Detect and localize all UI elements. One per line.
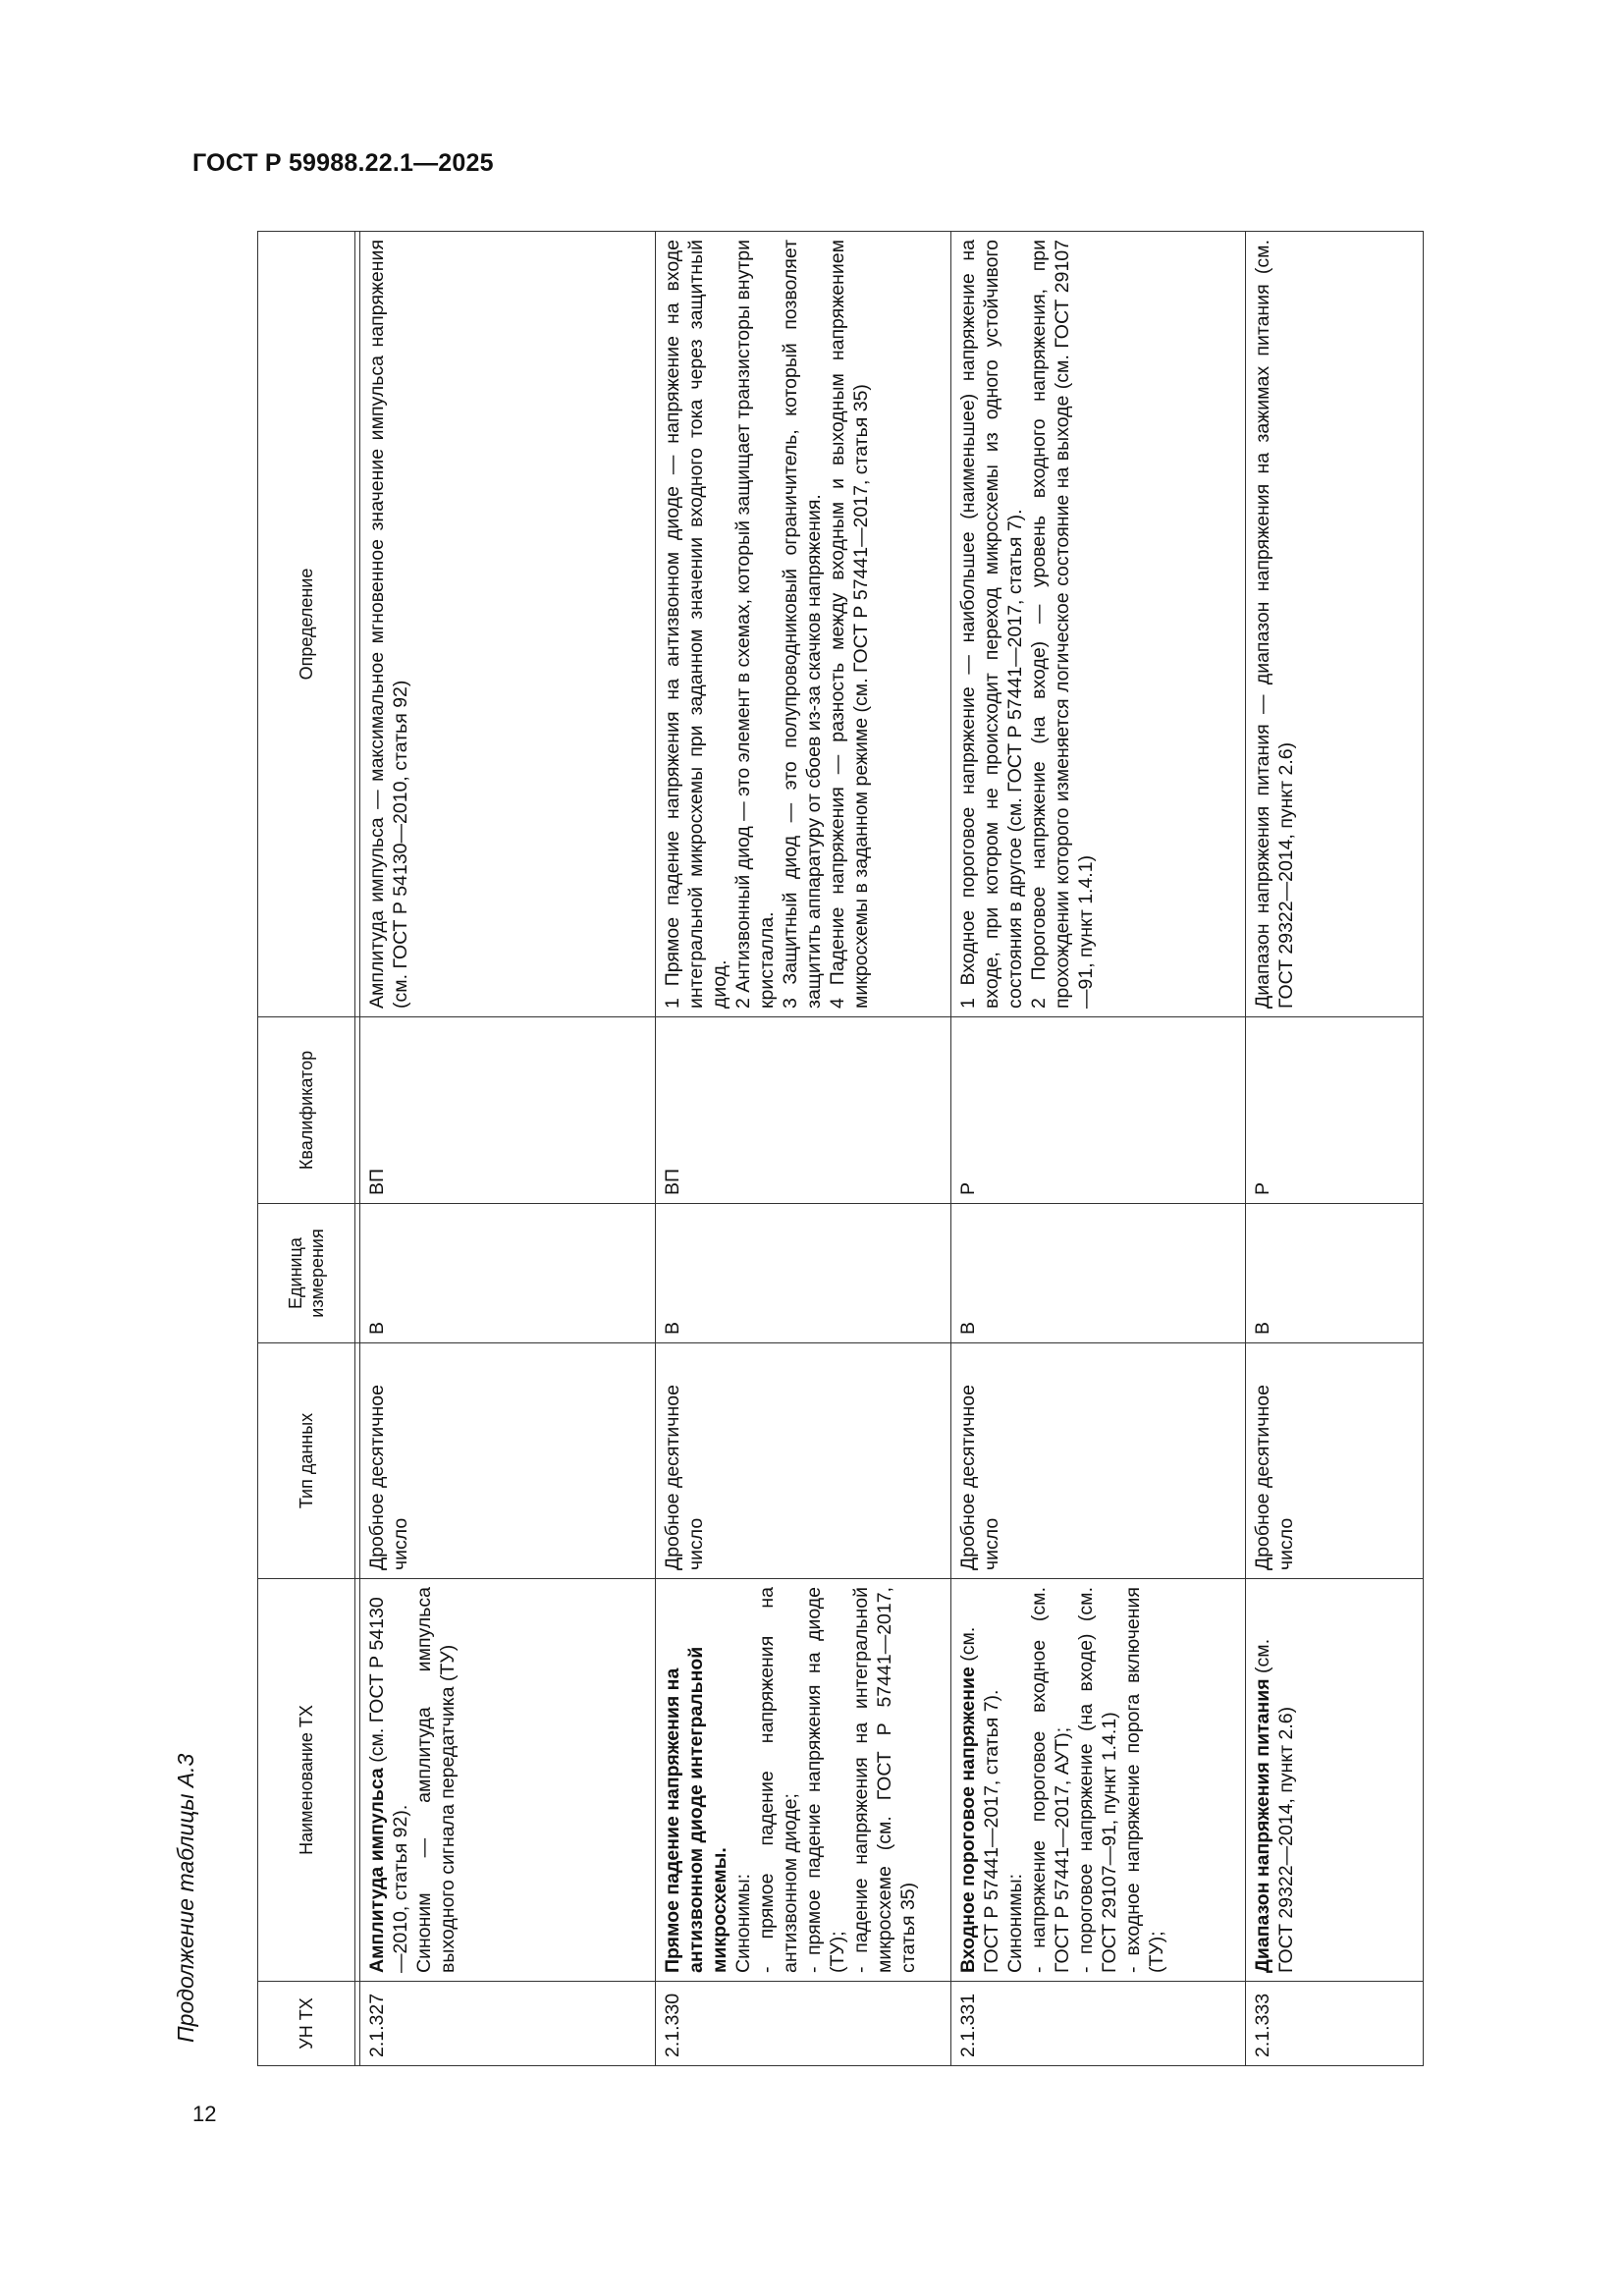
cell-data-type: Дробное десятичное число <box>360 1343 656 1579</box>
cell-definition <box>1246 232 1424 1017</box>
characteristic-note: Синоним — амплитуда импульса выходного сигнала передатчика (ТУ) <box>412 1587 459 1973</box>
characteristic-reference: (см. ГОСТ Р 54130—2010, статья 92). <box>366 1597 411 1973</box>
definition-item: Амплитуда импульса — максимальное мгновенное значение импульса напряжения (см. ГОСТ Р 54130—2010, статья 92) <box>366 240 411 1009</box>
table-row <box>655 232 950 2066</box>
cell-name <box>950 1579 1246 1982</box>
definition-item: 3 Защитный диод — это полупроводниковый ограничитель, который позволяет защитить аппаратуру от сбоев из-за скачков напряжения. <box>779 240 825 1009</box>
definition-item: 4 Падение напряжения — разность между входным и выходным напряжением микросхемы в заданном режиме (см. ГОСТ Р 57441—2017, статья 35) <box>826 240 872 1009</box>
page-number: 12 <box>192 2102 217 2126</box>
cell-unit: В <box>950 1204 1246 1343</box>
cell-data-type: Дробное десятичное число <box>1246 1343 1424 1579</box>
characteristic-name-line <box>366 1587 413 1973</box>
characteristic-name-line <box>662 1587 732 1973</box>
cell-definition <box>950 232 1246 1017</box>
synonym-item: - падение напряжения на интегральной микросхеме (см. ГОСТ Р 57441—2017, статья 35) <box>849 1587 919 1973</box>
definition-item: Диапазон напряжения питания — диапазон напряжения на зажимах питания (см. ГОСТ 29322—2014, пункт 2.6) <box>1252 240 1298 1009</box>
synonym-item: - входное напряжение порога включения (ТУ); <box>1121 1587 1167 1973</box>
header-cell-unit: Единица измерения <box>258 1204 355 1343</box>
table-wrapper <box>257 232 1424 2066</box>
characteristic-name: Прямое падение напряжения на антизвонном диоде интегральной микросхемы. <box>661 1646 730 1973</box>
synonym-item: - прямое падение напряжения на диоде (ТУ); <box>802 1587 848 1973</box>
synonym-item: - напряжение пороговое входное (см. ГОСТ Р 57441—2017, АУТ); <box>1027 1587 1073 1973</box>
cell-id: 2.1.333 <box>1246 1982 1424 2066</box>
synonym-item: - пороговое напряжение (на входе) (см. ГОСТ 29107—91, пункт 1.4.1) <box>1074 1587 1120 1973</box>
table-body <box>360 232 1424 2066</box>
cell-name <box>360 1579 656 1982</box>
table-row <box>950 232 1246 2066</box>
cell-qualifier: ВП <box>655 1017 950 1204</box>
table-row <box>1246 232 1424 2066</box>
table-row <box>360 232 656 2066</box>
definition-item: 1 Входное пороговое напряжение — наибольшее (наименьшее) напряжение на входе, при котором не происходит переход микросхемы из одного устойчивого состояния в другое (см. ГОСТ Р 57441—2017, статья 7). <box>956 240 1026 1009</box>
cell-id: 2.1.327 <box>360 1982 656 2066</box>
cell-unit: В <box>655 1204 950 1343</box>
synonyms-label: Синонимы: <box>1003 1873 1026 1973</box>
cell-name <box>655 1579 950 1982</box>
characteristic-name: Входное пороговое напряжение <box>956 1667 979 1973</box>
header-cell-id: УН ТХ <box>258 1982 355 2066</box>
cell-definition <box>655 232 950 1017</box>
header-cell-data-type: Тип данных <box>258 1343 355 1579</box>
header-cell-qualifier: Квалификатор <box>258 1017 355 1204</box>
rotated-table-container <box>257 232 1424 2066</box>
definition-item: 1 Прямое падение напряжения на антизвонном диоде — напряжение на входе интегральной микросхемы при заданном значении входного тока через защитный диод. <box>661 240 730 1009</box>
cell-definition <box>360 232 656 1017</box>
cell-id: 2.1.330 <box>655 1982 950 2066</box>
definition-item: 2 Антизвонный диод — это элемент в схемах, который защищает транзисторы внутри кристалла. <box>731 240 778 1009</box>
characteristic-name: Диапазон напряжения питания <box>1252 1678 1274 1973</box>
characteristic-name-line <box>1252 1587 1299 1973</box>
characteristics-table <box>257 231 1424 2066</box>
header-cell-definition: Определение <box>258 232 355 1017</box>
cell-qualifier: Р <box>950 1017 1246 1204</box>
cell-qualifier: Р <box>1246 1017 1424 1204</box>
cell-unit: В <box>360 1204 656 1343</box>
characteristic-name-line <box>957 1587 1004 1973</box>
header-cell-name: Наименование ТХ <box>258 1579 355 1982</box>
characteristic-reference: (см. ГОСТ 29322—2014, пункт 2.6) <box>1252 1638 1298 1973</box>
table-caption: Продолжение таблицы А.3 <box>173 1753 198 2043</box>
table-header-row <box>258 232 355 2066</box>
cell-data-type: Дробное десятичное число <box>655 1343 950 1579</box>
cell-name <box>1246 1579 1424 1982</box>
cell-data-type: Дробное десятичное число <box>950 1343 1246 1579</box>
cell-id: 2.1.331 <box>950 1982 1246 2066</box>
synonym-item: - прямое падение напряжения на антизвонном диоде; <box>755 1587 801 1973</box>
synonyms-label: Синонимы: <box>731 1873 754 1973</box>
definition-item: 2 Пороговое напряжение (на входе) — уровень входного напряжения, при прохождении которого изменяется логическое состояние на выходе (см. ГОСТ 29107—91, пункт 1.4.1) <box>1027 240 1097 1009</box>
cell-qualifier: ВП <box>360 1017 656 1204</box>
document-title: ГОСТ Р 59988.22.1—2025 <box>192 149 494 177</box>
characteristic-reference: (см. ГОСТ Р 57441—2017, статья 7). <box>956 1626 1002 1973</box>
cell-unit: В <box>1246 1204 1424 1343</box>
characteristic-name: Амплитуда импульса <box>366 1768 388 1973</box>
